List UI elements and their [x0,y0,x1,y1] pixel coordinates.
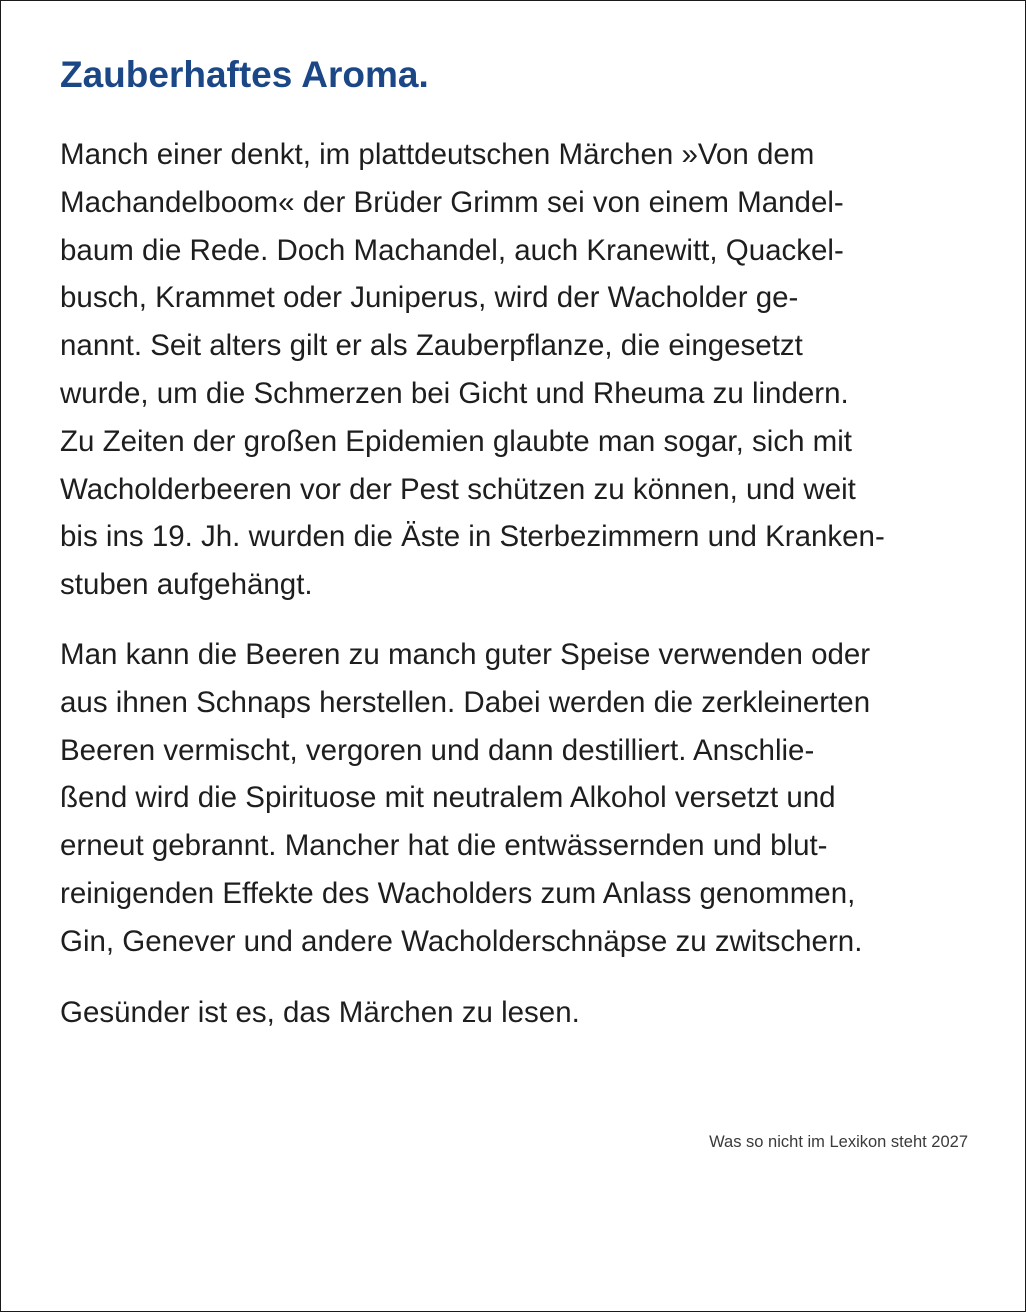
text-line: baum die Rede. Doch Machandel, auch Kranewitt, Quackel- [60,233,844,267]
text-line: aus ihnen Schnaps herstellen. Dabei werden die zerkleinerten [60,685,871,719]
text-line: ßend wird die Spirituose mit neutralem Alkohol versetzt und [60,781,836,815]
text-line: Beeren vermischt, vergoren und dann destilliert. Anschlie- [60,733,815,767]
text-line: reinigenden Effekte des Wacholders zum Anlass genommen, [60,876,856,910]
text-line: Wacholderbeeren vor der Pest schützen zu können, und weit [60,472,856,506]
paragraph-2 [60,631,985,966]
text-line: Manch einer denkt, im plattdeutschen Märchen »Von dem [60,138,815,171]
text-line: Machandelboom« der Brüder Grimm sei von einem Mandel- [60,185,844,219]
text-line: Zu Zeiten der großen Epidemien glaubte man sogar, sich mit [60,424,852,458]
text-line: Man kann die Beeren zu manch guter Speise verwenden oder [60,638,871,671]
text-line: stuben aufgehängt. [60,568,313,602]
text-line: Gin, Genever und andere Wacholderschnäpse zu zwitschern. [60,924,863,958]
text-line: busch, Krammet oder Juniperus, wird der Wacholder ge- [60,281,799,315]
text-line: bis ins 19. Jh. wurden die Äste in Sterbezimmern und Kranken- [60,520,885,554]
page-title: Zauberhaftes Aroma. [60,54,429,95]
paragraph-3 [60,989,985,1037]
paragraph-1 [60,131,985,609]
footer-caption: Was so nicht im Lexikon steht 2027 [709,1133,968,1151]
text-line: erneut gebrannt. Mancher hat die entwässernden und blut- [60,829,828,863]
text-line: nannt. Seit alters gilt er als Zauberpflanze, die eingesetzt [60,329,803,363]
text-line: Gesünder ist es, das Märchen zu lesen. [60,996,580,1029]
text-line: wurde, um die Schmerzen bei Gicht und Rheuma zu lindern. [60,376,849,410]
